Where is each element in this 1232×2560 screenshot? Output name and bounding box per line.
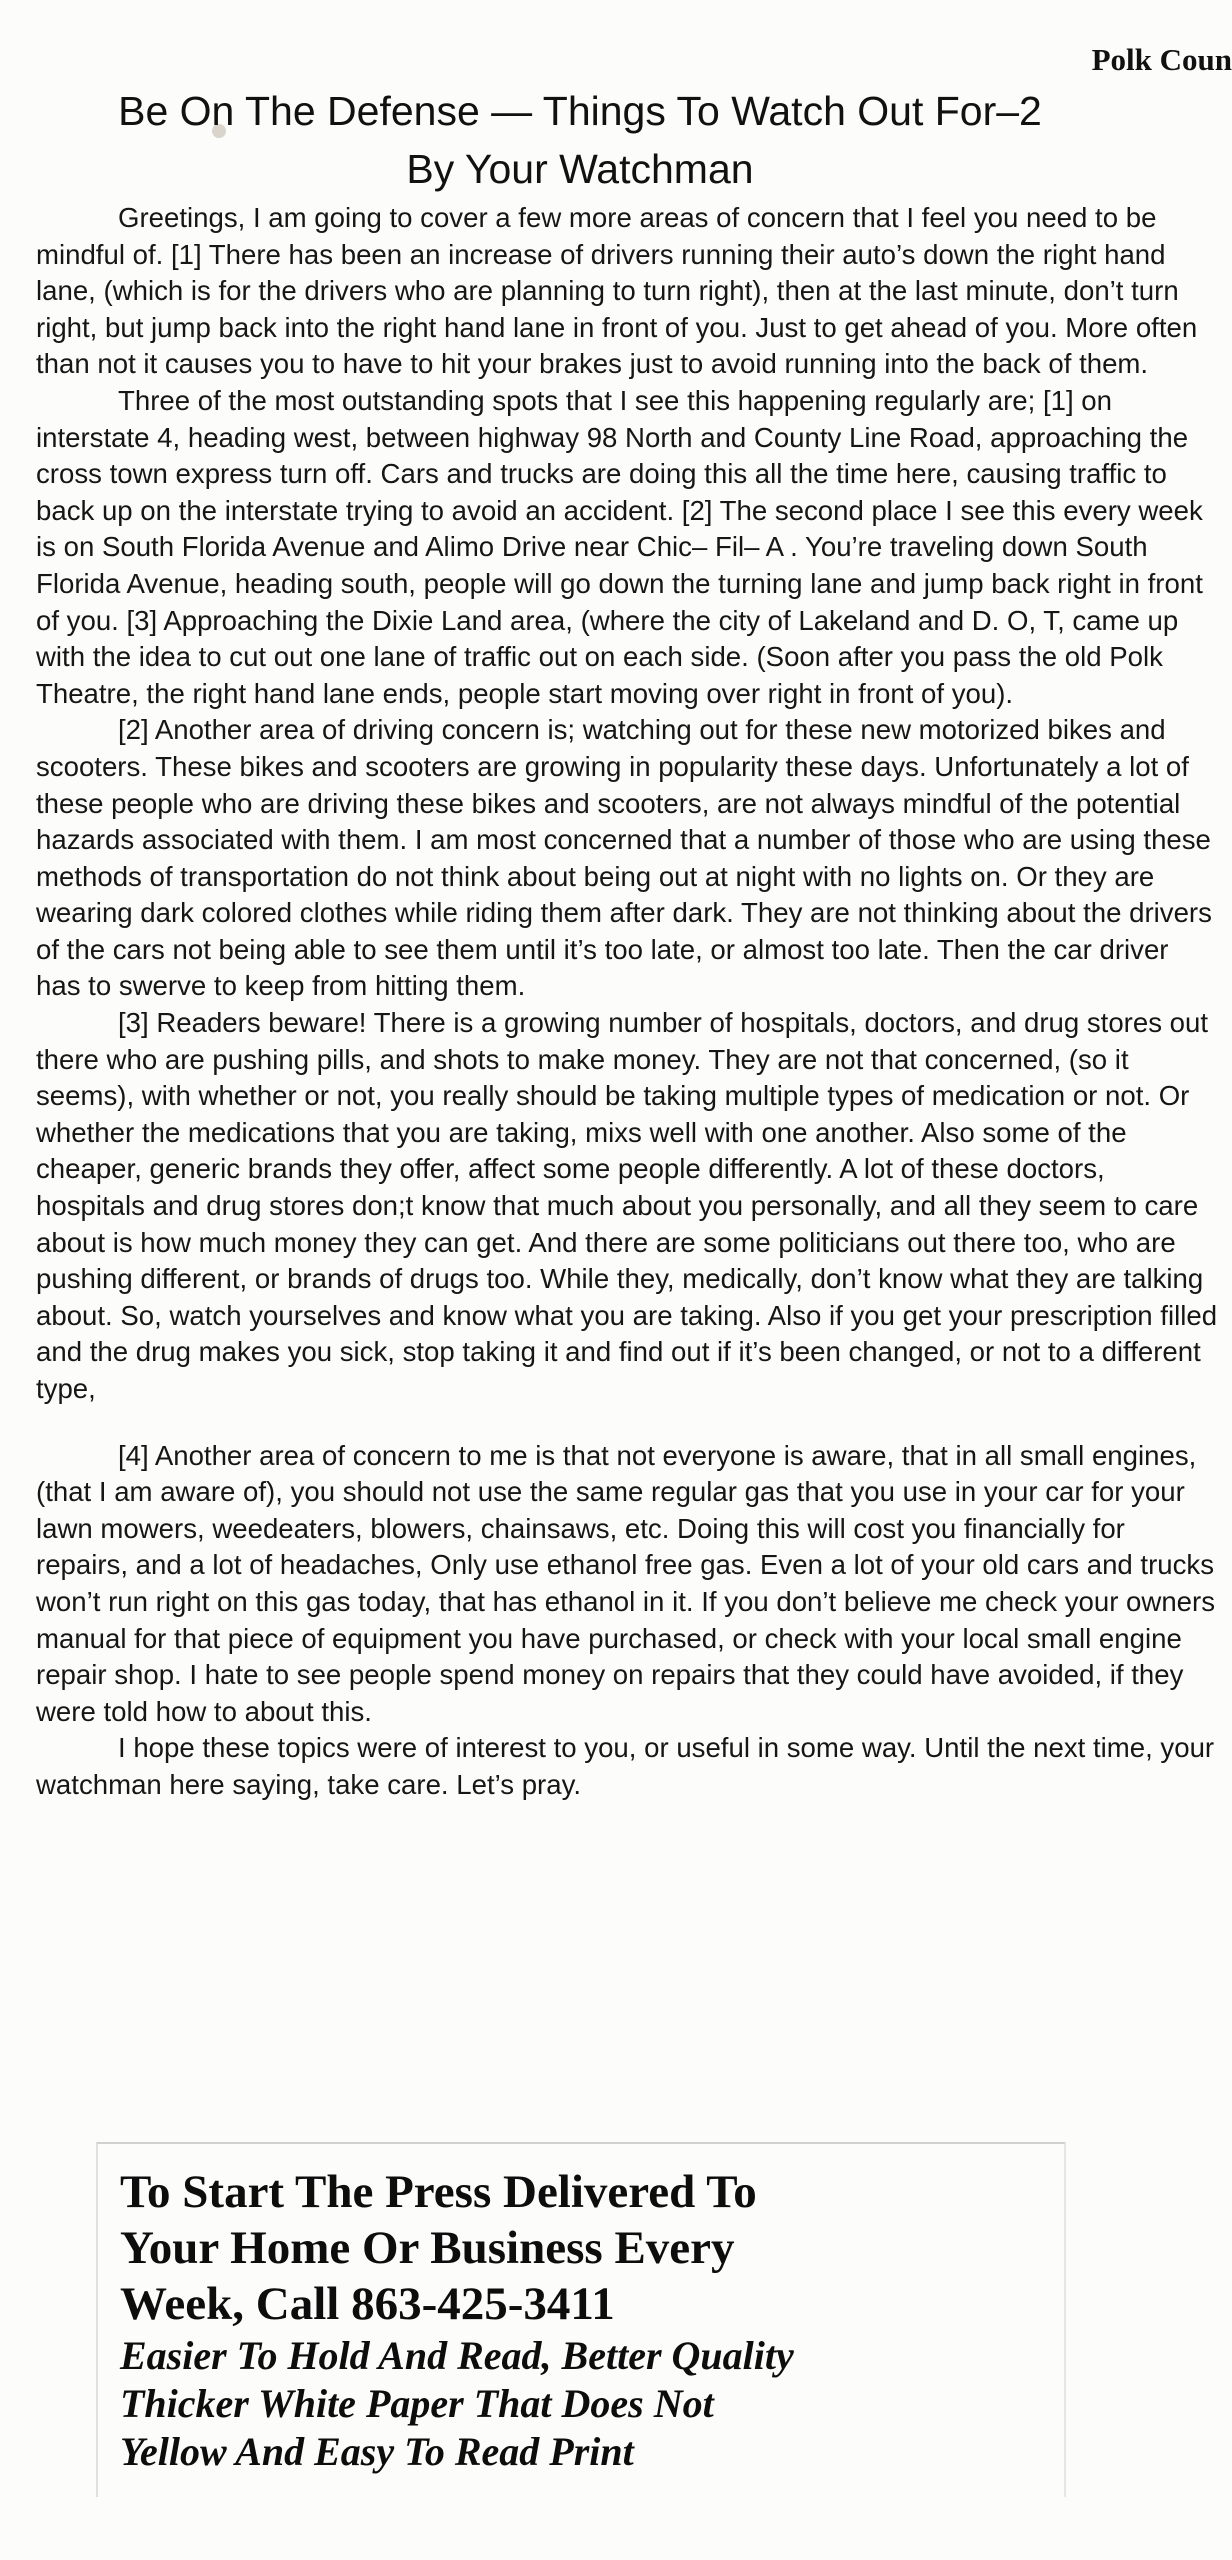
promo-benefit-line: Thicker White Paper That Does Not bbox=[120, 2381, 714, 2426]
article-byline: By Your Watchman bbox=[406, 146, 754, 192]
article-paragraph: [3] Readers beware! There is a growing number of hospitals, doctors, and drug stores out there who are pushing pills, and shots to make money. They are not that concerned, (so it seems), with whether or not, you really should be taking multiple types of medication or not. Or whether the medications that you are taking, mixs well with one another. Also some of the cheaper, generic brands they offer, affect some people differently. A lot of these doctors, hospitals and drug stores don;t know that much about you personally, and all they seem to care about is how much money they can get. And there are some politicians out there too, who are pushing different, or brands of drugs too. While they, medically, don’t know what they are talking about. So, watch yourselves and know what you are taking. Also if you get your prescription filled and the drug makes you sick, stop taking it and find out if it’s been changed, or not to a different type, bbox=[36, 1007, 1218, 1404]
article-paragraph: Three of the most outstanding spots that I see this happening regularly are; [1] on interstate 4, heading west, between highway 98 North and County Line Road, approaching the cross town express turn off. Cars and trucks are doing this all the time here, causing traffic to back up on the interstate trying to avoid an accident. [2] The second place I see this every week is on South Florida Avenue and Alimo Drive near Chic– Fil– A . You’re traveling down South Florida Avenue, heading south, people will go down the turning lane and jump back right in front of you. [3] Approaching the Dixie Land area, (where the city of Lakeland and D. O, T, came up with the idea to cut out one lane of traffic out on each side. (Soon after you pass the old Polk Theatre, the right hand lane ends, people start moving over right in front of you). bbox=[36, 384, 1203, 709]
article-paragraph: [2] Another area of driving concern is; watching out for these new motorized bikes and scooters. These bikes and scooters are growing in popularity these days. Unfortunately a lot of these people who are driving these bikes and scooters, are not always mindful of the potential hazards associated with them. I am most concerned that a number of those who are using these methods of transportation do not think about being out at night with no lights on. Or they are wearing dark colored clothes while riding them after dark. They are not thinking about the drivers of the cars not being able to see them until it’s too late, or almost too late. Then the car driver has to swerve to keep from hitting them. bbox=[36, 714, 1212, 1002]
article-paragraph: [4] Another area of concern to me is that not everyone is aware, that in all small engines, (that I am aware of), you should not use the same regular gas that you use in your car for your lawn mowers, weedeaters, blowers, chainsaws, etc. Doing this will cost you financially for repairs, and a lot of headaches, Only use ethanol free gas. Even a lot of your old cars and trucks won’t run right on this gas today, that has ethanol in it. If you don’t believe me check your owners manual for that piece of equipment you have purchased, or check with your local small engine repair shop. I hate to see people spend money on repairs that they could have avoided, if they were told how to about this. bbox=[36, 1439, 1216, 1727]
promo-benefit-line: Yellow And Easy To Read Print bbox=[120, 2429, 634, 2474]
masthead-fragment: Polk Coun bbox=[1091, 42, 1232, 77]
promo-cta-phone-line: Week, Call 863-425-3411 bbox=[120, 2278, 615, 2330]
promo-benefit-line: Easier To Hold And Read, Better Quality bbox=[120, 2333, 794, 2378]
article-header bbox=[60, 82, 1100, 198]
article-paragraph: Greetings, I am going to cover a few more areas of concern that I feel you need to be mindful of. [1] There has been an increase of drivers running their auto’s down the right hand lane, (which is for the drivers who are planning to turn right), then at the last minute, don’t turn right, but jump back into the right hand lane in front of you. Just to get ahead of you. More often than not it causes you to have to hit your brakes just to avoid running into the back of them. bbox=[36, 202, 1198, 380]
article-paragraph: I hope these topics were of interest to you, or useful in some way. Until the next time, your watchman here saying, take care. Let’s pray. bbox=[36, 1732, 1215, 1800]
article-body bbox=[36, 200, 1220, 1804]
promo-cta-line: To Start The Press Delivered To bbox=[120, 2166, 757, 2218]
article-title: Be On The Defense — Things To Watch Out For–2 bbox=[118, 88, 1042, 134]
subscription-promo-box bbox=[96, 2142, 1066, 2497]
promo-cta-line: Your Home Or Business Every bbox=[120, 2222, 735, 2274]
